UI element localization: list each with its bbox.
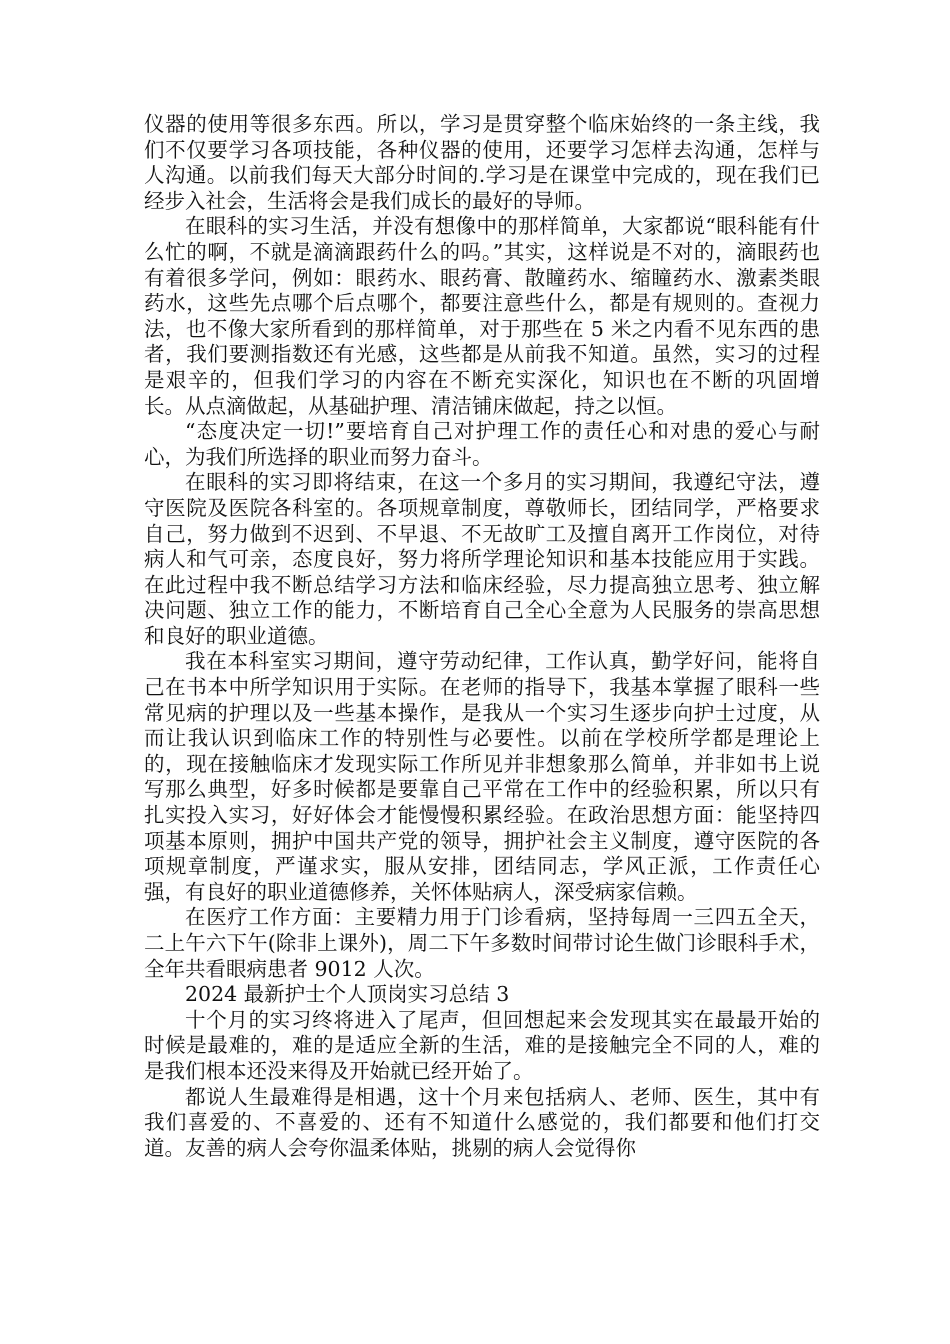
paragraph-7: 十个月的实习终将进入了尾声，但回想起来会发现其实在最最开始的时候是最难的，难的是适应全新的生活，难的是接触完全不同的人，难的是我们根本还没来得及开始就已经开始了。 <box>144 1007 820 1083</box>
paragraph-5: 我在本科室实习期间，遵守劳动纪律，工作认真，勤学好问，能将自己在书本中所学知识用于实际。在老师的指导下，我基本掌握了眼科一些常见病的护理以及一些基本操作，是我从一个实习生逐步向护士过度，从而让我认识到临床工作的特别性与必要性。以前在学校所学都是理论上的，现在接触临床才发现实际工作所见并非想象那么简单，并非如书上说写那么典型，好多时候都是要靠自己平常在工作中的经验积累，所以只有扎实投入实习，好好体会才能慢慢积累经验。在政治思想方面：能坚持四项基本原则，拥护中国共产党的领导，拥护社会主义制度，遵守医院的各项规章制度，严谨求实，服从安排，团结同志，学风正派，工作责任心强，有良好的职业道德修养，关怀体贴病人，深受病家信赖。 <box>144 649 820 904</box>
paragraph-6: 在医疗工作方面：主要精力用于门诊看病，坚持每周一三四五全天，二上午六下午(除非上课外)，周二下午多数时间带讨论生做门诊眼科手术，全年共看眼病患者 9012 人次。 <box>144 905 820 981</box>
document-page <box>144 112 820 1161</box>
paragraph-1: 仪器的使用等很多东西。所以，学习是贯穿整个临床始终的一条主线，我们不仅要学习各项技能，各种仪器的使用，还要学习怎样去沟通，怎样与人沟通。以前我们每天大部分时间的.学习是在课堂中完成的，现在我们已经步入社会，生活将会是我们成长的最好的导师。 <box>144 112 820 213</box>
paragraph-4: 在眼科的实习即将结束，在这一个多月的实习期间，我遵纪守法，遵守医院及医院各科室的。各项规章制度，尊敬师长，团结同学，严格要求自己，努力做到不迟到、不早退、不无故旷工及擅自离开工作岗位，对待病人和气可亲，态度良好，努力将所学理论知识和基本技能应用于实践。在此过程中我不断总结学习方法和临床经验，尽力提高独立思考、独立解决问题、独立工作的能力，不断培育自己全心全意为人民服务的崇高思想和良好的职业道德。 <box>144 470 820 648</box>
section-heading: 2024 最新护士个人顶岗实习总结 3 <box>185 982 510 1007</box>
paragraph-2: 在眼科的实习生活，并没有想像中的那样简单，大家都说“眼科能有什么忙的啊，不就是滴滴跟药什么的吗。”其实，这样说是不对的，滴眼药也有着很多学问，例如：眼药水、眼药膏、散瞳药水、缩瞳药水、激素类眼药水，这些先点哪个后点哪个，都要注意些什么，都是有规则的。查视力法，也不像大家所看到的那样简单，对于那些在 5 米之内看不见东西的患者，我们要测指数还有光感，这些都是从前我不知道。虽然，实习的过程是艰辛的，但我们学习的内容在不断充实深化，知识也在不断的巩固增长。从点滴做起，从基础护理、清洁铺床做起，持之以恒。 <box>144 214 820 418</box>
paragraph-8: 都说人生最难得是相遇，这十个月来包括病人、老师、医生，其中有我们喜爱的、不喜爱的、还有不知道什么感觉的，我们都要和他们打交道。友善的病人会夸你温柔体贴，挑剔的病人会觉得你 <box>144 1084 820 1160</box>
paragraph-3: “态度决定一切!”要培育自己对护理工作的责任心和对患的爱心与耐心，为我们所选择的职业而努力奋斗。 <box>144 419 820 469</box>
